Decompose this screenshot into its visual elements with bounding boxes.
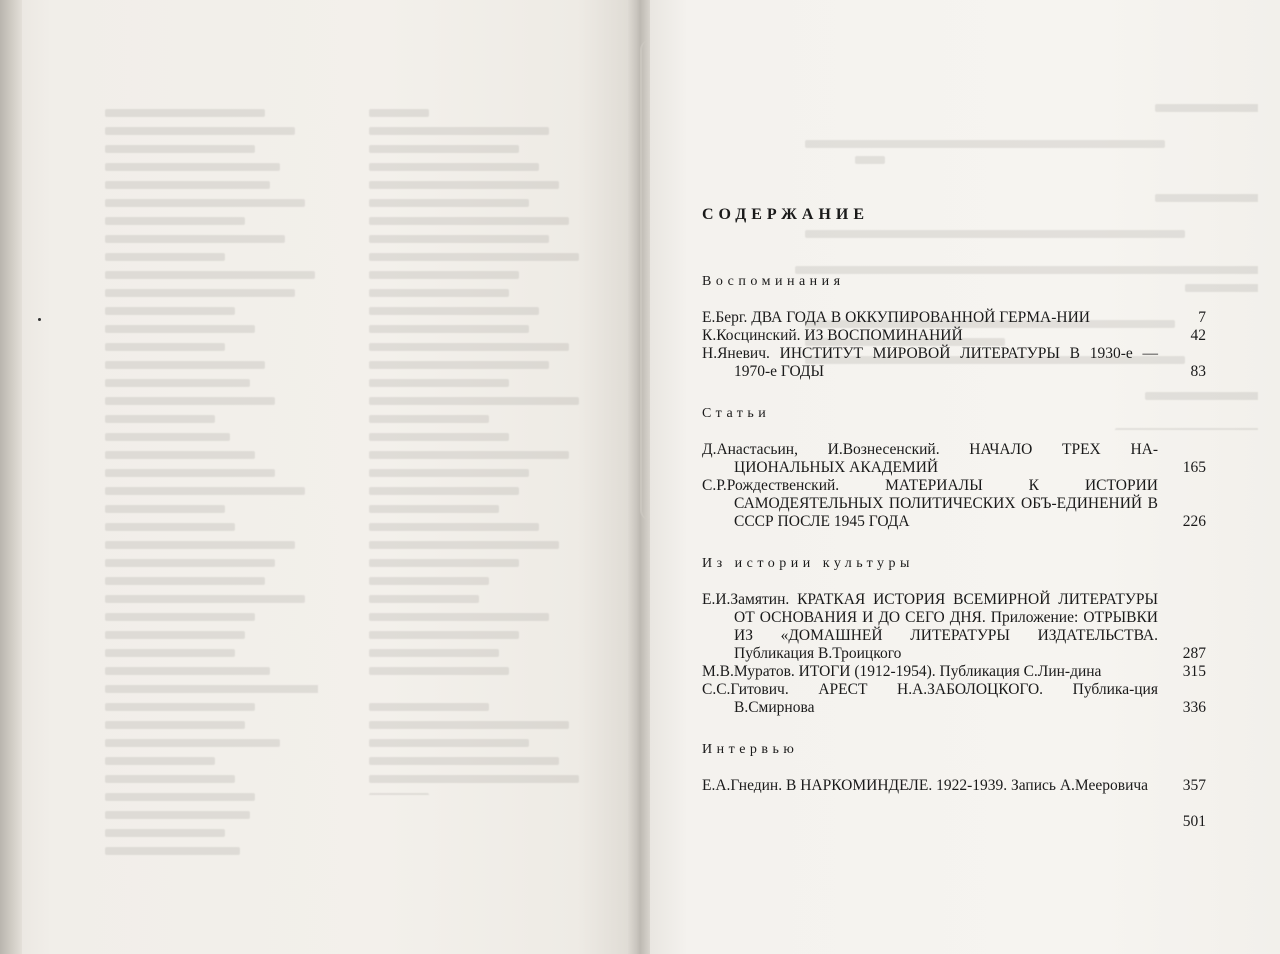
toc-entry[interactable] (702, 345, 1206, 381)
toc-entry-text: Е.И.Замятин. КРАТКАЯ ИСТОРИЯ ВСЕМИРНОЙ ЛИТЕРАТУРЫ ОТ ОСНОВАНИЯ И ДО СЕГО ДНЯ. Приложение: ОТРЫВКИ ИЗ «ДОМАШНЕЙ ЛИТЕРАТУРЫ ИЗДАТЕЛЬСТВА. Публикация В.Троицкого (702, 591, 1158, 662)
toc-entry-text: К.Косцинский. ИЗ ВОСПОМИНАНИЙ (702, 327, 963, 344)
toc-title: СОДЕРЖАНИЕ (702, 206, 870, 223)
bleed-through-lines-col2 (369, 109, 583, 795)
section-heading-memoirs: Воспоминания (702, 274, 845, 289)
toc-entry[interactable] (702, 309, 1206, 327)
toc-entry-page: 357 (1182, 777, 1206, 794)
toc-entry-page: 7 (1198, 309, 1206, 326)
toc-entry-text: Е.А.Гнедин. В НАРКОМИНДЕЛЕ. 1922-1939. Запись А.Мееровича (702, 777, 1149, 794)
toc-entry-page: 42 (1190, 327, 1206, 344)
toc-entry-page: 336 (1182, 699, 1206, 716)
toc-entry-page: 315 (1182, 663, 1206, 680)
toc-entry-text: С.С.Гитович. АРЕСТ Н.А.ЗАБОЛОЦКОГО. Публика-ция В.Смирнова (702, 681, 1158, 716)
toc-entry[interactable] (702, 681, 1206, 717)
left-page-edge (0, 0, 22, 954)
spacer (702, 531, 1206, 555)
toc-entry-page: 226 (1182, 513, 1206, 530)
section-heading-interview: Интервью (702, 742, 799, 757)
toc-entry[interactable] (702, 477, 1206, 531)
toc-entry-page: 287 (1182, 645, 1206, 662)
bleed-through-text-col2 (352, 95, 582, 795)
section-heading-articles: Статьи (702, 406, 771, 421)
bleed-through-footer-line (727, 882, 1211, 884)
toc-entry-text: М.В.Муратов. ИТОГИ (1912-1954). Публикация С.Лин-дина (702, 663, 1102, 680)
spacer (702, 795, 1206, 813)
toc-entry-page: 165 (1182, 459, 1206, 476)
toc-entry[interactable] (702, 591, 1206, 663)
toc-entry[interactable] (702, 777, 1206, 795)
toc-entry-text: С.Р.Рождественский. МАТЕРИАЛЫ К ИСТОРИИ САМОДЕЯТЕЛЬНЫХ ПОЛИТИЧЕСКИХ ОБЪ-ЕДИНЕНИЙ В СССР ПОСЛЕ 1945 ГОДА (702, 477, 1158, 530)
toc-entry[interactable] (702, 663, 1206, 681)
section-heading-culture-history: Из истории культуры (702, 556, 914, 571)
toc-entry-text: Е.Берг. ДВА ГОДА В ОККУПИРОВАННОЙ ГЕРМА-НИИ (702, 309, 1090, 326)
toc-entry-text: Н.Яневич. ИНСТИТУТ МИРОВОЙ ЛИТЕРАТУРЫ В 1930-е — 1970-е ГОДЫ (702, 345, 1158, 380)
toc-entry-page: 501 (1182, 813, 1206, 830)
bleed-through-text-col1 (88, 95, 318, 855)
bleed-through-footer-right (710, 868, 1210, 884)
bleed-through-lines-col1 (105, 109, 319, 855)
toc-entry[interactable] (702, 327, 1206, 345)
toc-entry-text: Д.Анастасьин, И.Вознесенский. НАЧАЛО ТРЕХ НА-ЦИОНАЛЬНЫХ АКАДЕМИЙ (702, 441, 1158, 476)
table-of-contents (702, 200, 1206, 831)
toc-entry-page: 83 (1190, 363, 1206, 380)
spacer (702, 717, 1206, 741)
spacer (702, 381, 1206, 405)
ink-dot (38, 318, 41, 321)
toc-entry[interactable] (702, 813, 1206, 831)
toc-entry[interactable] (702, 441, 1206, 477)
